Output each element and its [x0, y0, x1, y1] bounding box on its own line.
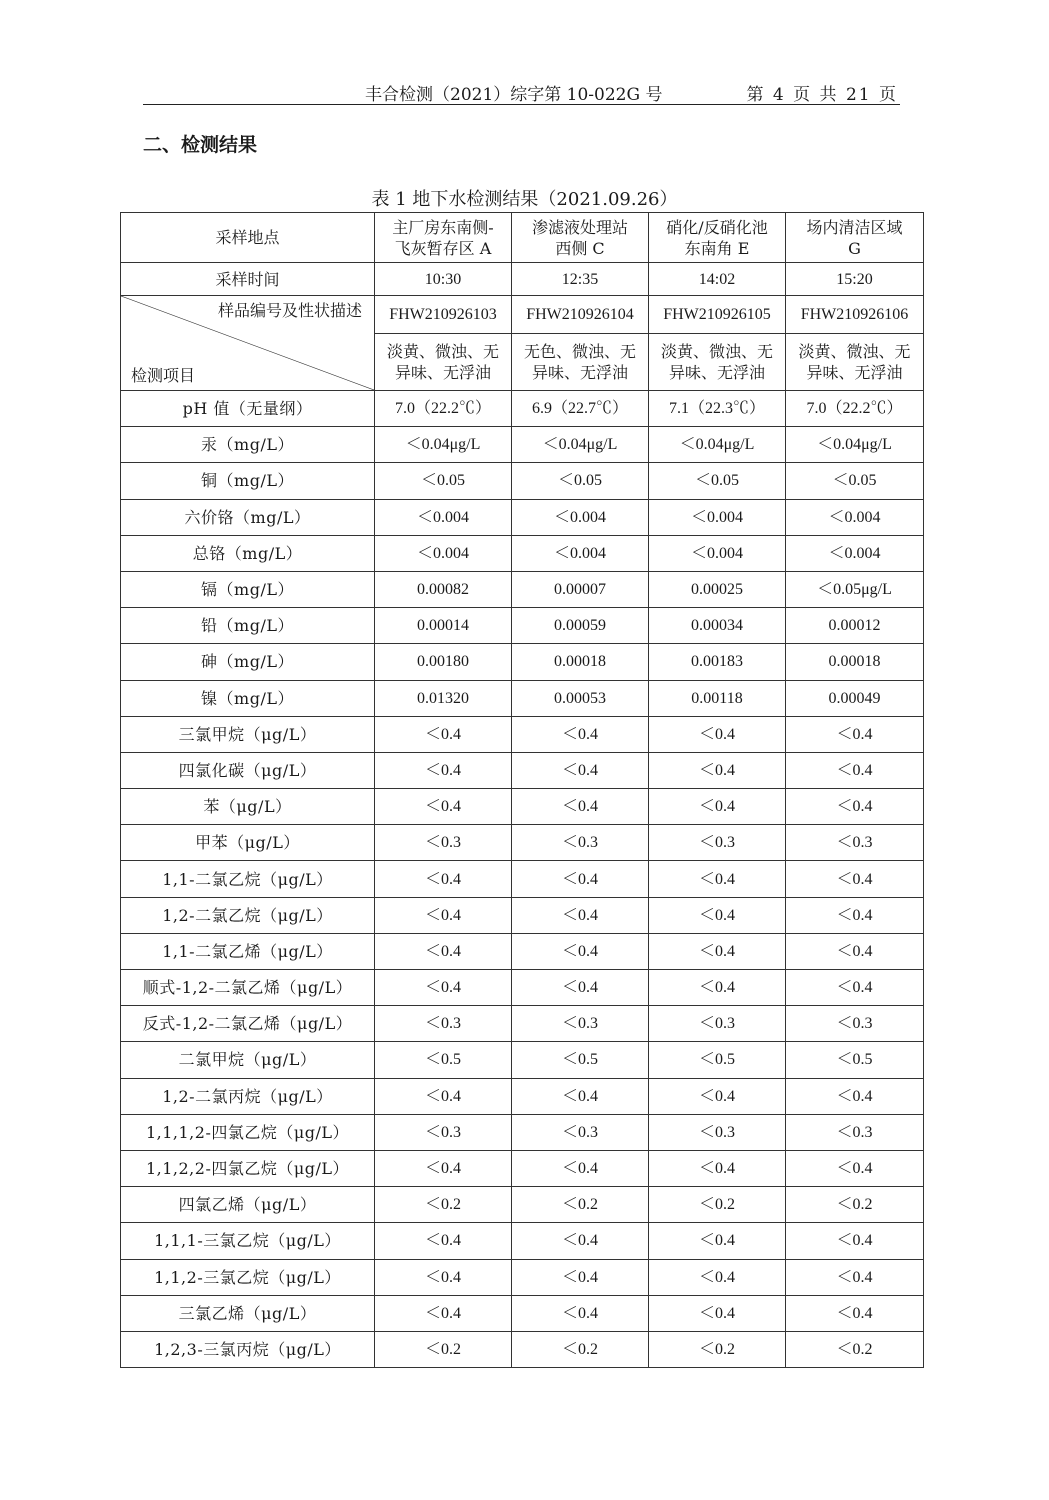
- result-cell: ＜0.3: [512, 1006, 649, 1042]
- result-cell: ＜0.4: [375, 861, 512, 897]
- site-cell: [786, 213, 924, 263]
- table-row: [121, 1331, 924, 1367]
- desc-line2: 异味、无浮油: [668, 363, 765, 382]
- site-line2: 东南角 E: [684, 238, 750, 258]
- result-cell: 7.0（22.2℃）: [375, 391, 512, 427]
- result-cell: 0.00012: [786, 608, 924, 644]
- desc-line2: 异味、无浮油: [531, 363, 628, 382]
- result-cell: ＜0.2: [512, 1331, 649, 1367]
- table-row: [121, 608, 924, 644]
- result-cell: ＜0.4: [786, 716, 924, 752]
- table-row: [121, 1295, 924, 1331]
- result-cell: ＜0.4: [649, 752, 786, 788]
- result-cell: ＜0.4: [512, 789, 649, 825]
- site-line1: 场内清洁区域: [806, 217, 903, 237]
- result-cell: ＜0.5: [786, 1042, 924, 1078]
- result-cell: 0.00059: [512, 608, 649, 644]
- result-cell: ＜0.4: [375, 1295, 512, 1331]
- result-cell: 0.00025: [649, 571, 786, 607]
- site-line2: 飞灰暂存区 A: [394, 238, 492, 258]
- result-cell: ＜0.4: [786, 789, 924, 825]
- results-table: [120, 212, 924, 1368]
- result-cell: ＜0.4: [375, 1078, 512, 1114]
- result-cell: ＜0.4: [512, 970, 649, 1006]
- item-name-cell: 甲苯（μg/L）: [121, 825, 375, 861]
- result-cell: ＜0.4: [512, 1223, 649, 1259]
- result-cell: 6.9（22.7℃）: [512, 391, 649, 427]
- desc-line2: 异味、无浮油: [806, 363, 903, 382]
- result-cell: ＜0.4: [512, 861, 649, 897]
- table-row: [121, 1223, 924, 1259]
- result-cell: 0.00183: [649, 644, 786, 680]
- table-row: [121, 825, 924, 861]
- result-cell: ＜0.5: [649, 1042, 786, 1078]
- result-cell: ＜0.3: [649, 1114, 786, 1150]
- item-name-cell: 1,1,1,2-四氯乙烷（μg/L）: [121, 1114, 375, 1150]
- item-name-cell: 镉（mg/L）: [121, 571, 375, 607]
- item-name-cell: 六价铬（mg/L）: [121, 499, 375, 535]
- table-row: [121, 1042, 924, 1078]
- result-cell: ＜0.4: [786, 1295, 924, 1331]
- result-cell: ＜0.2: [786, 1187, 924, 1223]
- result-cell: ＜0.4: [375, 933, 512, 969]
- result-cell: ＜0.4: [512, 752, 649, 788]
- item-name-cell: 反式-1,2-二氯乙烯（μg/L）: [121, 1006, 375, 1042]
- item-name-cell: 1,1,2-三氯乙烷（μg/L）: [121, 1259, 375, 1295]
- result-cell: ＜0.004: [375, 499, 512, 535]
- result-cell: 0.00034: [649, 608, 786, 644]
- result-cell: ＜0.3: [375, 1006, 512, 1042]
- site-row: [121, 213, 924, 263]
- site-cell: [375, 213, 512, 263]
- item-name-cell: pH 值（无量纲）: [121, 391, 375, 427]
- result-cell: ＜0.4: [786, 1259, 924, 1295]
- result-cell: ＜0.4: [512, 897, 649, 933]
- result-cell: ＜0.4: [786, 970, 924, 1006]
- sample-id-cell: FHW210926106: [786, 296, 924, 334]
- site-line1: 渗滤液处理站: [531, 217, 628, 237]
- result-cell: ＜0.04μg/L: [786, 427, 924, 463]
- item-name-cell: 铅（mg/L）: [121, 608, 375, 644]
- result-cell: ＜0.05: [375, 463, 512, 499]
- page-number: 第 4 页 共 21 页: [746, 85, 898, 105]
- result-cell: ＜0.2: [649, 1187, 786, 1223]
- item-name-cell: 1,1-二氯乙烯（μg/L）: [121, 933, 375, 969]
- sample-desc-cell: [649, 334, 786, 391]
- section-title: 二、检测结果: [143, 134, 258, 156]
- site-line2: G: [848, 238, 861, 258]
- item-name-cell: 铜（mg/L）: [121, 463, 375, 499]
- item-name-cell: 镍（mg/L）: [121, 680, 375, 716]
- sample-id-cell: FHW210926105: [649, 296, 786, 334]
- result-cell: ＜0.3: [786, 1006, 924, 1042]
- result-cell: ＜0.4: [512, 1078, 649, 1114]
- result-cell: 0.00180: [375, 644, 512, 680]
- result-cell: ＜0.004: [786, 499, 924, 535]
- result-cell: ＜0.004: [649, 499, 786, 535]
- time-cell: 15:20: [786, 263, 924, 296]
- desc-line2: 异味、无浮油: [394, 363, 491, 382]
- result-cell: ＜0.4: [786, 1223, 924, 1259]
- table-row: [121, 1187, 924, 1223]
- site-cell: [649, 213, 786, 263]
- result-cell: 0.00018: [512, 644, 649, 680]
- result-cell: ＜0.4: [649, 933, 786, 969]
- table-row: [121, 897, 924, 933]
- item-name-cell: 1,1-二氯乙烷（μg/L）: [121, 861, 375, 897]
- result-cell: ＜0.4: [649, 970, 786, 1006]
- result-cell: ＜0.4: [512, 716, 649, 752]
- item-name-cell: 汞（mg/L）: [121, 427, 375, 463]
- document-number: 丰合检测（2021）综字第 10-022G 号: [365, 85, 663, 105]
- table-row: [121, 427, 924, 463]
- table-row: [121, 1114, 924, 1150]
- result-cell: ＜0.4: [786, 1150, 924, 1186]
- item-name-cell: 三氯乙烯（μg/L）: [121, 1295, 375, 1331]
- result-cell: ＜0.4: [512, 1295, 649, 1331]
- time-cell: 14:02: [649, 263, 786, 296]
- result-cell: 0.00014: [375, 608, 512, 644]
- item-name-cell: 顺式-1,2-二氯乙烯（μg/L）: [121, 970, 375, 1006]
- result-cell: ＜0.004: [649, 535, 786, 571]
- item-name-cell: 三氯甲烷（μg/L）: [121, 716, 375, 752]
- result-cell: ＜0.04μg/L: [375, 427, 512, 463]
- item-label: 检测项目: [131, 366, 196, 385]
- site-cell: [512, 213, 649, 263]
- result-cell: ＜0.4: [375, 1259, 512, 1295]
- item-name-cell: 总铬（mg/L）: [121, 535, 375, 571]
- result-cell: ＜0.2: [375, 1187, 512, 1223]
- diagonal-header-cell: [121, 296, 375, 391]
- result-cell: ＜0.4: [649, 1295, 786, 1331]
- table-row: [121, 970, 924, 1006]
- result-cell: ＜0.4: [375, 897, 512, 933]
- result-cell: 0.00007: [512, 571, 649, 607]
- desc-line1: 淡黄、微浊、无: [386, 342, 499, 361]
- sample-desc-cell: [512, 334, 649, 391]
- time-row: [121, 263, 924, 296]
- result-cell: ＜0.5: [512, 1042, 649, 1078]
- result-cell: 0.00053: [512, 680, 649, 716]
- result-cell: ＜0.04μg/L: [512, 427, 649, 463]
- result-cell: 0.00082: [375, 571, 512, 607]
- table-row: [121, 861, 924, 897]
- result-cell: ＜0.4: [649, 1223, 786, 1259]
- time-cell: 10:30: [375, 263, 512, 296]
- desc-line1: 淡黄、微浊、无: [798, 342, 911, 361]
- item-name-cell: 1,1,2,2-四氯乙烷（μg/L）: [121, 1150, 375, 1186]
- result-cell: ＜0.4: [649, 1150, 786, 1186]
- result-cell: ＜0.4: [512, 1259, 649, 1295]
- desc-line1: 无色、微浊、无: [523, 342, 636, 361]
- table-row: [121, 716, 924, 752]
- result-cell: ＜0.05: [649, 463, 786, 499]
- result-cell: ＜0.2: [649, 1331, 786, 1367]
- result-cell: ＜0.3: [512, 825, 649, 861]
- table-row: [121, 1259, 924, 1295]
- result-cell: ＜0.04μg/L: [649, 427, 786, 463]
- result-cell: ＜0.004: [786, 535, 924, 571]
- result-cell: ＜0.4: [375, 789, 512, 825]
- result-cell: ＜0.2: [786, 1331, 924, 1367]
- table-row: [121, 680, 924, 716]
- result-cell: ＜0.4: [649, 1078, 786, 1114]
- result-cell: ＜0.3: [649, 825, 786, 861]
- page-header: [143, 78, 900, 105]
- result-cell: ＜0.3: [786, 1114, 924, 1150]
- result-cell: ＜0.4: [649, 789, 786, 825]
- result-cell: ＜0.4: [649, 897, 786, 933]
- result-cell: ＜0.05: [512, 463, 649, 499]
- result-cell: ＜0.4: [375, 970, 512, 1006]
- result-cell: ＜0.4: [375, 1223, 512, 1259]
- table-row: [121, 1150, 924, 1186]
- result-cell: ＜0.3: [512, 1114, 649, 1150]
- item-name-cell: 1,2,3-三氯丙烷（μg/L）: [121, 1331, 375, 1367]
- item-name-cell: 苯（μg/L）: [121, 789, 375, 825]
- table-row: [121, 1006, 924, 1042]
- result-cell: ＜0.5: [375, 1042, 512, 1078]
- result-cell: 0.00118: [649, 680, 786, 716]
- result-cell: 0.00018: [786, 644, 924, 680]
- result-cell: ＜0.05μg/L: [786, 571, 924, 607]
- result-cell: ＜0.4: [512, 933, 649, 969]
- table-row: [121, 1078, 924, 1114]
- site-line2: 西侧 C: [555, 238, 605, 258]
- sample-label: 样品编号及性状描述: [217, 301, 362, 320]
- site-label: 采样地点: [121, 213, 375, 263]
- table-row: [121, 933, 924, 969]
- result-cell: ＜0.004: [375, 535, 512, 571]
- item-name-cell: 砷（mg/L）: [121, 644, 375, 680]
- table-row: [121, 571, 924, 607]
- sample-desc-cell: [375, 334, 512, 391]
- result-cell: ＜0.4: [786, 861, 924, 897]
- result-cell: ＜0.3: [786, 825, 924, 861]
- site-line1: 主厂房东南侧-: [392, 217, 494, 237]
- result-cell: ＜0.4: [649, 716, 786, 752]
- site-line1: 硝化/反硝化池: [666, 217, 768, 237]
- result-cell: 7.1（22.3℃）: [649, 391, 786, 427]
- time-label: 采样时间: [121, 263, 375, 296]
- item-name-cell: 1,1,1-三氯乙烷（μg/L）: [121, 1223, 375, 1259]
- result-cell: ＜0.2: [375, 1331, 512, 1367]
- result-cell: ＜0.3: [649, 1006, 786, 1042]
- result-cell: ＜0.4: [512, 1150, 649, 1186]
- desc-line1: 淡黄、微浊、无: [660, 342, 773, 361]
- result-cell: ＜0.4: [649, 861, 786, 897]
- time-cell: 12:35: [512, 263, 649, 296]
- table-row: [121, 463, 924, 499]
- sample-id-cell: FHW210926103: [375, 296, 512, 334]
- result-cell: ＜0.004: [512, 499, 649, 535]
- result-cell: ＜0.4: [786, 752, 924, 788]
- result-cell: ＜0.05: [786, 463, 924, 499]
- result-cell: 0.01320: [375, 680, 512, 716]
- table-row: [121, 644, 924, 680]
- table-row: [121, 752, 924, 788]
- result-cell: 0.00049: [786, 680, 924, 716]
- sample-id-cell: FHW210926104: [512, 296, 649, 334]
- sample-id-row: [121, 296, 924, 334]
- table-row: [121, 789, 924, 825]
- result-cell: ＜0.4: [375, 752, 512, 788]
- result-cell: ＜0.4: [375, 1150, 512, 1186]
- table-caption: 表 1 地下水检测结果（2021.09.26）: [371, 189, 678, 210]
- result-cell: ＜0.4: [786, 1078, 924, 1114]
- sample-desc-cell: [786, 334, 924, 391]
- table-row: [121, 391, 924, 427]
- table-row: [121, 535, 924, 571]
- result-cell: ＜0.4: [786, 897, 924, 933]
- item-name-cell: 四氯化碳（μg/L）: [121, 752, 375, 788]
- result-cell: ＜0.3: [375, 1114, 512, 1150]
- result-cell: 7.0（22.2℃）: [786, 391, 924, 427]
- result-cell: ＜0.4: [786, 933, 924, 969]
- result-cell: ＜0.4: [375, 716, 512, 752]
- result-cell: ＜0.004: [512, 535, 649, 571]
- table-row: [121, 499, 924, 535]
- result-cell: ＜0.3: [375, 825, 512, 861]
- result-cell: ＜0.4: [649, 1259, 786, 1295]
- item-name-cell: 四氯乙烯（μg/L）: [121, 1187, 375, 1223]
- item-name-cell: 1,2-二氯丙烷（μg/L）: [121, 1078, 375, 1114]
- result-cell: ＜0.2: [512, 1187, 649, 1223]
- item-name-cell: 二氯甲烷（μg/L）: [121, 1042, 375, 1078]
- item-name-cell: 1,2-二氯乙烷（μg/L）: [121, 897, 375, 933]
